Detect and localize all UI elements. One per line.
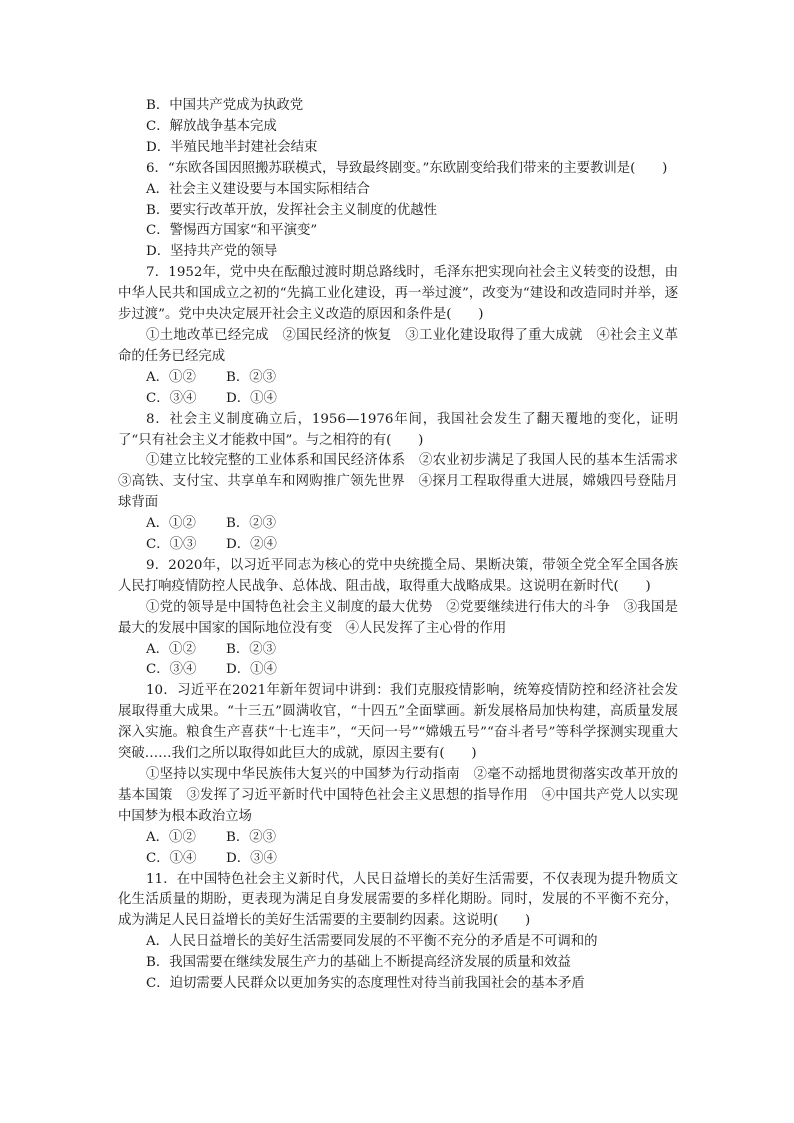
options-row — [118, 535, 678, 556]
question-6 — [118, 159, 678, 264]
option-c[interactable]: C．解放战争基本完成 — [146, 118, 277, 134]
options-row — [118, 828, 678, 849]
exam-page — [118, 96, 692, 995]
option-d[interactable]: D．③④ — [226, 850, 277, 866]
option-b[interactable]: B．②③ — [226, 369, 277, 385]
question-8 — [118, 410, 692, 556]
question-stem: 6．“东欧各国因照搬苏联模式，导致最终剧变。”东欧剧变给我们带来的主要教训是( ) — [146, 160, 668, 176]
options-row — [118, 849, 678, 870]
options-row — [118, 368, 678, 389]
option-d[interactable]: D．②④ — [226, 537, 277, 553]
option-d[interactable]: D．①④ — [226, 390, 277, 406]
options-row — [118, 640, 678, 661]
question-10 — [118, 681, 678, 869]
option-d[interactable]: D．坚持共产党的领导 — [146, 244, 278, 260]
options-row — [118, 389, 678, 410]
question-7 — [118, 263, 678, 409]
option-a[interactable]: A．①② — [146, 829, 196, 845]
option-a[interactable]: A．①② — [146, 641, 196, 657]
options-row — [118, 660, 678, 681]
options-row — [118, 514, 678, 535]
option-a[interactable]: A．人民日益增长的美好生活需要同发展的不平衡不充分的矛盾是不可调和的 — [146, 934, 598, 950]
option-c[interactable]: C．警惕西方国家“和平演变” — [146, 223, 318, 239]
option-c[interactable]: C．①④ — [146, 850, 197, 866]
option-a[interactable]: A．①② — [146, 516, 196, 532]
question-statements: ①土地改革已经完成 ②国民经济的恢复 ③工业化建设取得了重大成就 ④社会主义革命的任务已经完成 — [118, 327, 678, 364]
question-11 — [118, 870, 678, 995]
question-statements: ①党的领导是中国特色社会主义制度的最大优势 ②党要继续进行伟大的斗争 ③我国是最大的发展中国家的国际地位没有变 ④人民发挥了主心骨的作用 — [118, 599, 678, 636]
question-statements: ①坚持以实现中华民族伟大复兴的中国梦为行动指南 ②毫不动摇地贯彻落实改革开放的基本国策 ③发挥了习近平新时代中国特色社会主义思想的指导作用 ④中国共产党人以实现中国梦为根本政治立场 — [118, 767, 678, 824]
question-statements: ①建立比较完整的工业体系和国民经济体系 ②农业初步满足了我国人民的基本生活需求 ③高铁、支付宝、共享单车和网购推广领先世界 ④探月工程取得重大进展，嫦娥四号登陆月球背面 — [118, 453, 692, 511]
option-b[interactable]: B．②③ — [226, 641, 277, 657]
option-d[interactable]: D．①④ — [226, 662, 277, 678]
option-b[interactable]: B．我国需要在继续发展生产力的基础上不断提高经济发展的质量和效益 — [146, 955, 571, 971]
previous-question-options — [118, 96, 678, 159]
question-stem: 9．2020年，以习近平同志为核心的党中央统揽全局、果断决策，带领全党全军全国各族人民打响疫情防控人民战争、总体战、阻击战，取得重大战略成果。这说明在新时代( ) — [118, 557, 678, 594]
question-stem: 8．社会主义制度确立后，1956—1976年间，我国社会发生了翻天覆地的变化，证明了“只有社会主义才能救中国”。与之相符的有( ) — [118, 411, 678, 448]
question-9 — [118, 556, 678, 681]
option-b[interactable]: B．要实行改革开放，发挥社会主义制度的优越性 — [146, 202, 438, 218]
option-b[interactable]: B．②③ — [226, 829, 277, 845]
option-b[interactable]: B．中国共产党成为执政党 — [146, 98, 304, 113]
option-c[interactable]: C．①③ — [146, 537, 197, 553]
option-c[interactable]: C．③④ — [146, 662, 197, 678]
option-c[interactable]: C．③④ — [146, 390, 197, 406]
question-stem: 7．1952年，党中央在酝酿过渡时期总路线时，毛泽东把实现向社会主义转变的设想，由中华人民共和国成立之初的“先搞工业化建设，再一举过渡”，改变为“建设和改造同时并举，逐步过渡”。党中央决定展开社会主义改造的原因和条件是( ) — [118, 265, 678, 323]
question-stem: 11．在中国特色社会主义新时代，人民日益增长的美好生活需要，不仅表现为提升物质文化生活质量的期盼，更表现为满足自身发展需要的多样化期盼。同时，发展的不平衡不充分，成为满足人民日益增长的美好生活需要的主要制约因素。这说明( ) — [118, 871, 678, 929]
option-a[interactable]: A．社会主义建设要与本国实际相结合 — [146, 181, 370, 197]
option-a[interactable]: A．①② — [146, 369, 196, 385]
option-d[interactable]: D．半殖民地半封建社会结束 — [146, 139, 318, 155]
option-c[interactable]: C．迫切需要人民群众以更加务实的态度理性对待当前我国社会的基本矛盾 — [146, 976, 585, 992]
question-stem: 10．习近平在2021年新年贺词中讲到：我们克服疫情影响，统筹疫情防控和经济社会发展取得重大成果。“十三五”圆满收官，“十四五”全面擘画。新发展格局加快构建，高质量发展深入实施。粮食生产喜获“十七连丰”，“天问一号”“嫦娥五号”“奋斗者号”等科学探测实现重大突破……我们之所以取得如此巨大的成就，原因主要有( ) — [118, 683, 678, 762]
option-b[interactable]: B．②③ — [226, 516, 277, 532]
